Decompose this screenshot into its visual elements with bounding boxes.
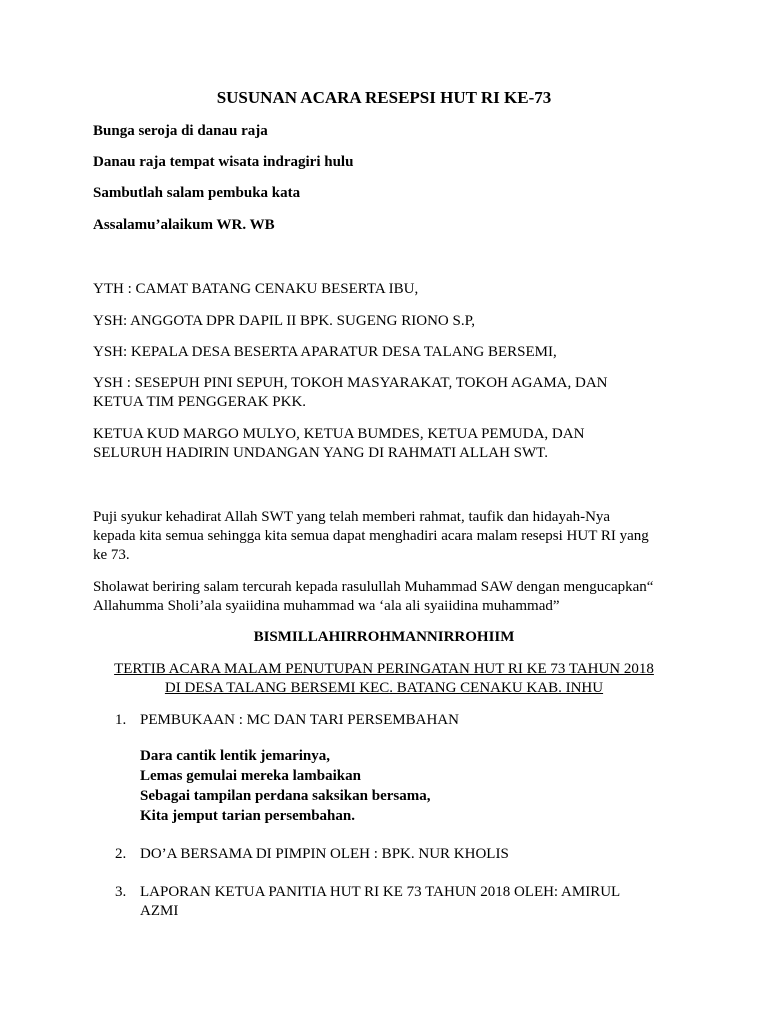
poem-line-4: Kita jemput tarian persembahan. (140, 808, 355, 824)
pantun-line-4: Assalamu’alaikum WR. WB (93, 217, 275, 233)
greeting-line-5a: KETUA KUD MARGO MULYO, KETUA BUMDES, KETUA PEMUDA, DAN (93, 426, 585, 442)
item-1-number: 1. (115, 712, 127, 728)
paragraph-1-line-2: kepada kita semua sehingga kita semua dapat menghadiri acara malam resepsi HUT RI yang (93, 528, 649, 544)
pantun-line-3: Sambutlah salam pembuka kata (93, 185, 301, 201)
greeting-line-4a: YSH : SESEPUH PINI SEPUH, TOKOH MASYARAKAT, TOKOH AGAMA, DAN (93, 375, 608, 391)
paragraph-2-line-1: Sholawat beriring salam tercurah kepada rasulullah Muhammad SAW dengan mengucapkan“ (93, 579, 654, 595)
greeting-line-3: YSH: KEPALA DESA BESERTA APARATUR DESA TALANG BERSEMI, (93, 344, 557, 360)
tertib-heading-line-2: DI DESA TALANG BERSEMI KEC. BATANG CENAKU KAB. INHU (164, 680, 604, 696)
document-title: SUSUNAN ACARA RESEPSI HUT RI KE-73 (216, 88, 552, 107)
poem-line-1: Dara cantik lentik jemarinya, (140, 748, 330, 764)
tertib-heading-line-1: TERTIB ACARA MALAM PENUTUPAN PERINGATAN HUT RI KE 73 TAHUN 2018 (114, 661, 654, 677)
item-1-text: PEMBUKAAN : MC DAN TARI PERSEMBAHAN (140, 712, 459, 728)
greeting-line-5b: SELURUH HADIRIN UNDANGAN YANG DI RAHMATI ALLAH SWT. (93, 445, 548, 461)
item-2-number: 2. (115, 846, 127, 862)
item-2-text: DO’A BERSAMA DI PIMPIN OLEH : BPK. NUR KHOLIS (140, 846, 509, 862)
greeting-line-2: YSH: ANGGOTA DPR DAPIL II BPK. SUGENG RIONO S.P, (93, 313, 476, 329)
item-3-text-line-2: AZMI (140, 903, 179, 919)
pantun-line-2: Danau raja tempat wisata indragiri hulu (93, 154, 354, 170)
paragraph-1-line-3: ke 73. (93, 547, 130, 563)
item-3-number: 3. (115, 884, 127, 900)
greeting-line-1: YTH : CAMAT BATANG CENAKU BESERTA IBU, (93, 281, 419, 297)
paragraph-1-line-1: Puji syukur kehadirat Allah SWT yang telah memberi rahmat, taufik dan hidayah-Nya (93, 509, 611, 525)
poem (140, 747, 430, 827)
greeting-line-4b: KETUA TIM PENGGERAK PKK. (93, 394, 307, 410)
poem-line-2: Lemas gemulai mereka lambaikan (140, 768, 361, 784)
item-3-text-line-1: LAPORAN KETUA PANITIA HUT RI KE 73 TAHUN 2018 OLEH: AMIRUL (140, 884, 621, 900)
paragraph-2-line-2: Allahumma Sholi’ala syaiidina muhammad wa ‘ala ali syaiidina muhammad” (93, 598, 560, 614)
poem-line-3: Sebagai tampilan perdana saksikan bersama, (140, 788, 431, 804)
pantun-line-1: Bunga seroja di danau raja (93, 123, 268, 139)
basmalah-heading: BISMILLAHIRROHMANNIRROHIIM (253, 629, 515, 645)
